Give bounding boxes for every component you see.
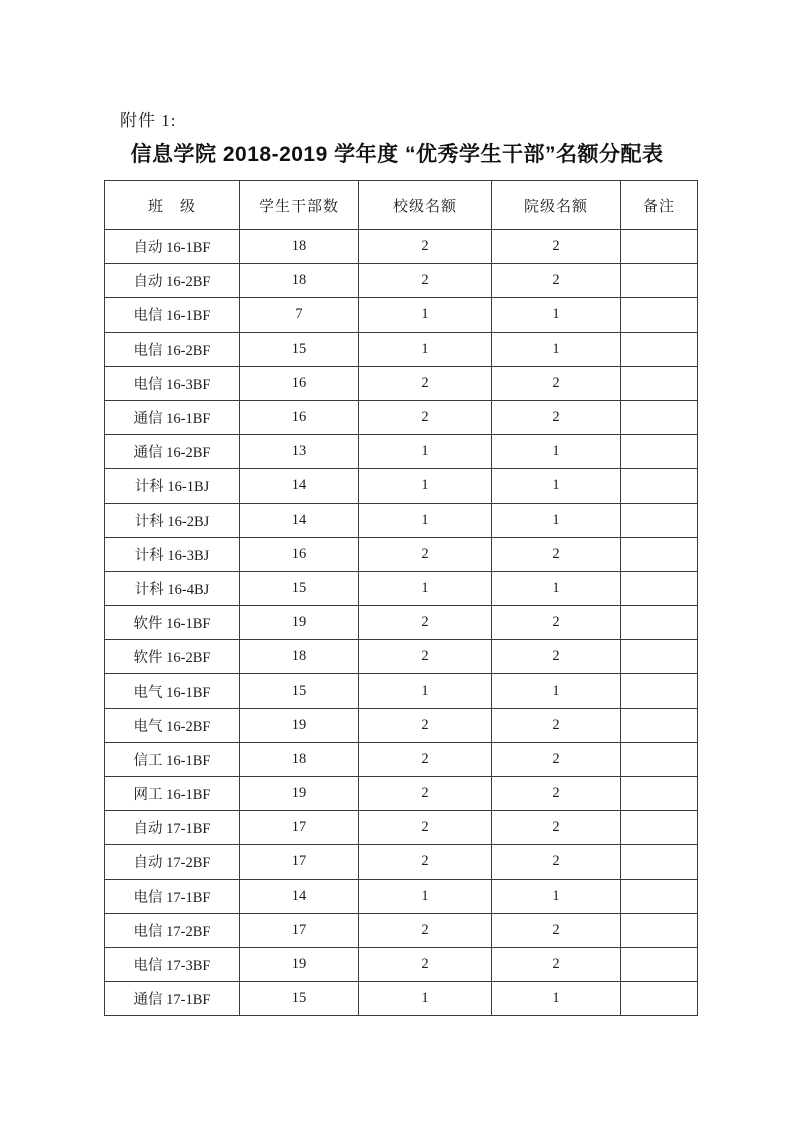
table-row	[105, 469, 698, 503]
cell-class-name: 计科 16-2BJ	[105, 503, 240, 537]
cell-cadre-count: 17	[240, 845, 359, 879]
cell-remark	[621, 640, 698, 674]
cell-remark	[621, 913, 698, 947]
cell-school-quota: 2	[359, 811, 492, 845]
cell-remark	[621, 708, 698, 742]
table-header	[105, 181, 698, 230]
cell-cadre-count: 13	[240, 435, 359, 469]
cell-college-quota: 2	[492, 366, 621, 400]
cell-school-quota: 2	[359, 537, 492, 571]
cell-remark	[621, 982, 698, 1016]
table-row	[105, 982, 698, 1016]
cell-class-name: 电信 16-1BF	[105, 298, 240, 332]
table-row	[105, 503, 698, 537]
cell-class-name: 信工 16-1BF	[105, 742, 240, 776]
cell-cadre-count: 15	[240, 982, 359, 1016]
cell-remark	[621, 674, 698, 708]
cell-college-quota: 1	[492, 503, 621, 537]
cell-school-quota: 1	[359, 674, 492, 708]
cell-school-quota: 1	[359, 435, 492, 469]
cell-cadre-count: 16	[240, 537, 359, 571]
table-row	[105, 537, 698, 571]
cell-college-quota: 2	[492, 777, 621, 811]
cell-college-quota: 2	[492, 230, 621, 264]
cell-cadre-count: 18	[240, 230, 359, 264]
cell-cadre-count: 17	[240, 811, 359, 845]
cell-cadre-count: 18	[240, 742, 359, 776]
cell-cadre-count: 16	[240, 366, 359, 400]
table-row	[105, 435, 698, 469]
cell-college-quota: 2	[492, 742, 621, 776]
cell-class-name: 电信 17-3BF	[105, 947, 240, 981]
cell-cadre-count: 15	[240, 332, 359, 366]
cell-cadre-count: 18	[240, 640, 359, 674]
column-header-school-quota: 校级名额	[359, 181, 492, 230]
cell-college-quota: 1	[492, 435, 621, 469]
cell-class-name: 通信 16-2BF	[105, 435, 240, 469]
cell-school-quota: 1	[359, 982, 492, 1016]
cell-school-quota: 1	[359, 879, 492, 913]
cell-class-name: 电气 16-1BF	[105, 674, 240, 708]
cell-class-name: 电气 16-2BF	[105, 708, 240, 742]
cell-remark	[621, 264, 698, 298]
table-row	[105, 606, 698, 640]
cell-school-quota: 2	[359, 366, 492, 400]
cell-class-name: 计科 16-3BJ	[105, 537, 240, 571]
cell-class-name: 电信 16-3BF	[105, 366, 240, 400]
column-header-remark: 备注	[621, 181, 698, 230]
cell-class-name: 电信 17-2BF	[105, 913, 240, 947]
cell-remark	[621, 366, 698, 400]
cell-remark	[621, 230, 698, 264]
table-row	[105, 811, 698, 845]
cell-school-quota: 1	[359, 503, 492, 537]
cell-remark	[621, 503, 698, 537]
cell-school-quota: 2	[359, 708, 492, 742]
cell-college-quota: 2	[492, 537, 621, 571]
cell-school-quota: 1	[359, 571, 492, 605]
cell-cadre-count: 15	[240, 674, 359, 708]
table-row	[105, 742, 698, 776]
cell-college-quota: 2	[492, 264, 621, 298]
cell-remark	[621, 537, 698, 571]
table-header-row	[105, 181, 698, 230]
cell-class-name: 通信 17-1BF	[105, 982, 240, 1016]
cell-cadre-count: 14	[240, 503, 359, 537]
cell-class-name: 软件 16-2BF	[105, 640, 240, 674]
cell-school-quota: 2	[359, 264, 492, 298]
table-row	[105, 332, 698, 366]
cell-class-name: 自动 17-1BF	[105, 811, 240, 845]
cell-class-name: 软件 16-1BF	[105, 606, 240, 640]
cell-school-quota: 2	[359, 606, 492, 640]
cell-remark	[621, 332, 698, 366]
table-row	[105, 913, 698, 947]
cell-school-quota: 1	[359, 332, 492, 366]
cell-remark	[621, 571, 698, 605]
cell-cadre-count: 18	[240, 264, 359, 298]
column-header-cadre-count: 学生干部数	[240, 181, 359, 230]
cell-school-quota: 1	[359, 469, 492, 503]
cell-school-quota: 2	[359, 777, 492, 811]
table-row	[105, 879, 698, 913]
cell-college-quota: 1	[492, 469, 621, 503]
cell-college-quota: 2	[492, 606, 621, 640]
table-row	[105, 708, 698, 742]
column-header-college-quota: 院级名额	[492, 181, 621, 230]
cell-school-quota: 2	[359, 913, 492, 947]
cell-remark	[621, 742, 698, 776]
table-row	[105, 264, 698, 298]
cell-remark	[621, 879, 698, 913]
page-title: 信息学院 2018-2019 学年度 “优秀学生干部”名额分配表	[130, 143, 664, 166]
column-header-class: 班 级	[105, 181, 240, 230]
table-row	[105, 400, 698, 434]
cell-school-quota: 2	[359, 640, 492, 674]
cell-cadre-count: 15	[240, 571, 359, 605]
cell-college-quota: 1	[492, 674, 621, 708]
cell-cadre-count: 19	[240, 777, 359, 811]
cell-college-quota: 1	[492, 332, 621, 366]
cell-cadre-count: 19	[240, 606, 359, 640]
cell-remark	[621, 606, 698, 640]
cell-remark	[621, 777, 698, 811]
cell-school-quota: 2	[359, 400, 492, 434]
cell-college-quota: 1	[492, 982, 621, 1016]
quota-allocation-table	[104, 180, 698, 1016]
cell-remark	[621, 435, 698, 469]
cell-college-quota: 2	[492, 845, 621, 879]
cell-class-name: 计科 16-4BJ	[105, 571, 240, 605]
cell-remark	[621, 845, 698, 879]
cell-college-quota: 1	[492, 298, 621, 332]
cell-cadre-count: 19	[240, 708, 359, 742]
cell-school-quota: 2	[359, 230, 492, 264]
cell-class-name: 自动 16-1BF	[105, 230, 240, 264]
table-row	[105, 366, 698, 400]
table-row	[105, 298, 698, 332]
cell-remark	[621, 947, 698, 981]
cell-college-quota: 1	[492, 571, 621, 605]
cell-school-quota: 2	[359, 845, 492, 879]
cell-cadre-count: 17	[240, 913, 359, 947]
cell-class-name: 通信 16-1BF	[105, 400, 240, 434]
cell-cadre-count: 16	[240, 400, 359, 434]
cell-college-quota: 2	[492, 947, 621, 981]
cell-school-quota: 2	[359, 742, 492, 776]
cell-class-name: 自动 16-2BF	[105, 264, 240, 298]
cell-college-quota: 2	[492, 811, 621, 845]
cell-college-quota: 2	[492, 708, 621, 742]
cell-class-name: 电信 17-1BF	[105, 879, 240, 913]
cell-remark	[621, 298, 698, 332]
table-row	[105, 947, 698, 981]
table-row	[105, 845, 698, 879]
cell-cadre-count: 14	[240, 469, 359, 503]
table-row	[105, 674, 698, 708]
cell-college-quota: 1	[492, 879, 621, 913]
cell-remark	[621, 400, 698, 434]
table-row	[105, 230, 698, 264]
attachment-label: 附件 1:	[120, 111, 177, 130]
cell-cadre-count: 14	[240, 879, 359, 913]
cell-college-quota: 2	[492, 640, 621, 674]
cell-class-name: 网工 16-1BF	[105, 777, 240, 811]
cell-class-name: 电信 16-2BF	[105, 332, 240, 366]
cell-college-quota: 2	[492, 400, 621, 434]
table-row	[105, 777, 698, 811]
table-row	[105, 640, 698, 674]
cell-cadre-count: 7	[240, 298, 359, 332]
cell-remark	[621, 469, 698, 503]
cell-school-quota: 2	[359, 947, 492, 981]
table-body	[105, 230, 698, 1016]
cell-college-quota: 2	[492, 913, 621, 947]
cell-cadre-count: 19	[240, 947, 359, 981]
cell-school-quota: 1	[359, 298, 492, 332]
cell-class-name: 计科 16-1BJ	[105, 469, 240, 503]
table-row	[105, 571, 698, 605]
cell-class-name: 自动 17-2BF	[105, 845, 240, 879]
cell-remark	[621, 811, 698, 845]
